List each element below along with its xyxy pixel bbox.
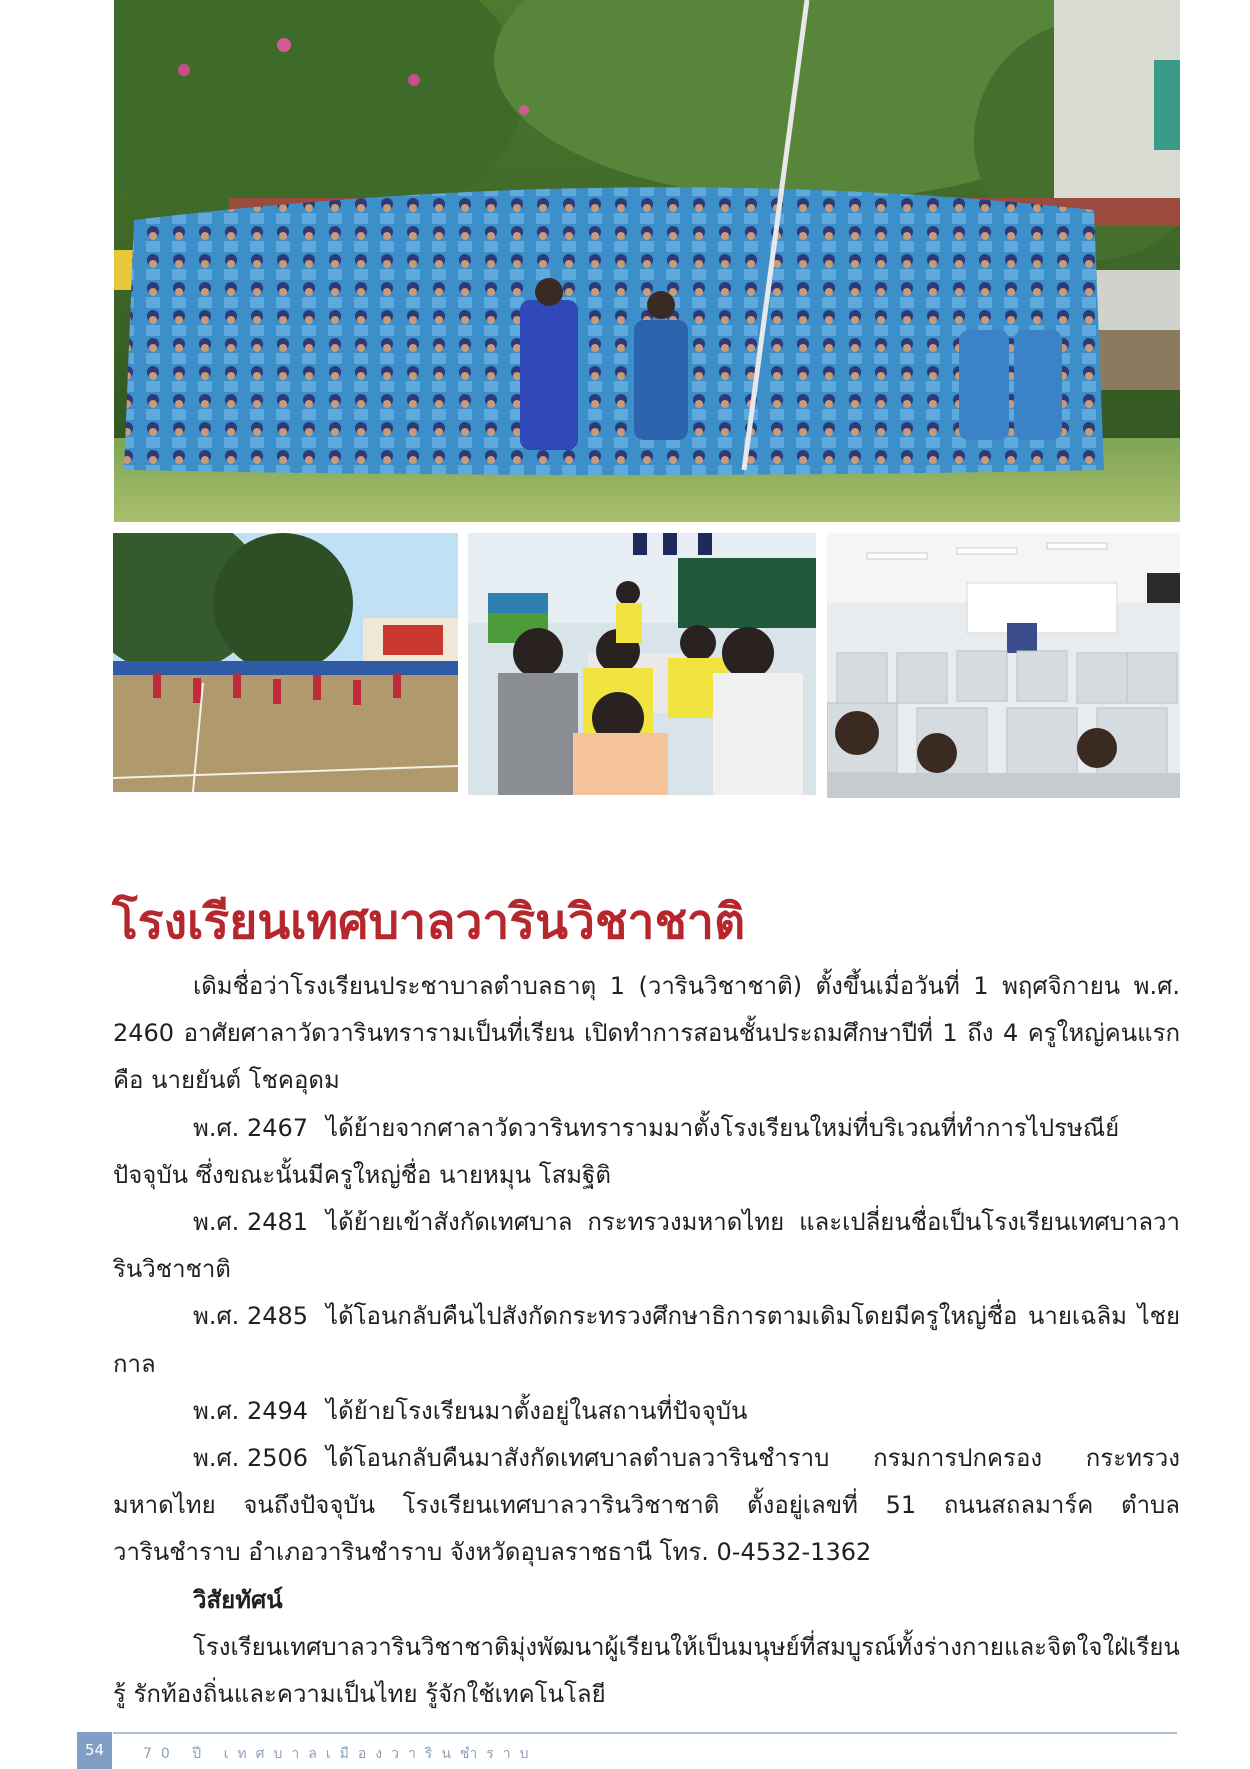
history-entry	[113, 1388, 1180, 1435]
footer-running-title: 70 ปี เทศบาลเมืองวารินชำราบ	[143, 1746, 538, 1762]
history-text: ได้โอนกลับคืนไปสังกัดกระทรวงศึกษาธิการตามเดิมโดยมีครูใหญ่ชื่อ นายเฉลิม ไชยกาล	[113, 1302, 1180, 1378]
vision-paragraph: โรงเรียนเทศบาลวารินวิชาชาติมุ่งพัฒนาผู้เรียนให้เป็นมนุษย์ที่สมบูรณ์ทั้งร่างกายและจิตใจใฝ่เรียนรู้ รักท้องถิ่นและความเป็นไทย รู้จักใช้เทคโนโลยี	[113, 1632, 1180, 1709]
scouts-group-photo	[114, 0, 1180, 522]
sports-field-photo	[113, 533, 458, 792]
history-text: ได้โอนกลับคืนมาสังกัดเทศบาลตำบลวารินชำราบ กรมการปกครอง กระทรวงมหาดไทย จนถึงปัจจุบัน โรงเรียนเทศบาลวารินวิชาชาติ ตั้งอยู่เลขที่ 51 ถนนสถลมาร์ค ตำบลวารินชำราบ อำเภอวารินชำราบ จังหวัดอุบลราชธานี โทร. 0-4532-1362	[113, 1444, 1180, 1567]
history-text: ได้ย้ายจากศาลาวัดวารินทรารามมาตั้งโรงเรียนใหม่ที่บริเวณที่ทำการไปรษณีย์ปัจจุบัน ซึ่งขณะนั้นมีครูใหญ่ชื่อ นายหมุน โสมฐิติ	[113, 1113, 1120, 1189]
sports-field-image	[113, 533, 458, 792]
scouts-group-image	[114, 0, 1180, 522]
page-title: โรงเรียนเทศบาลวารินวิชาชาติ	[112, 894, 746, 951]
computer-lab-image	[827, 533, 1180, 798]
page-number: 54	[77, 1732, 112, 1769]
article-body	[113, 963, 1180, 1718]
history-year: พ.ศ. 2506	[193, 1444, 309, 1473]
classroom-group-photo	[468, 533, 816, 795]
intro-paragraph: เดิมชื่อว่าโรงเรียนประชาบาลตำบลธาตุ 1 (วารินวิชาชาติ) ตั้งขึ้นเมื่อวันที่ 1 พฤศจิกายน พ.ศ. 2460 อาศัยศาลาวัดวารินทรารามเป็นที่เรียน เปิดทำการสอนชั้นประถมศึกษาปีที่ 1 ถึง 4 ครูใหญ่คนแรกคือ นายยันต์ โชคอุดม	[113, 972, 1180, 1095]
history-year: พ.ศ. 2467	[193, 1113, 309, 1142]
history-entry	[113, 1199, 1180, 1293]
history-text: ได้ย้ายเข้าสังกัดเทศบาล กระทรวงมหาดไทย และเปลี่ยนชื่อเป็นโรงเรียนเทศบาลวารินวิชาชาติ	[113, 1208, 1180, 1284]
history-text: ได้ย้ายโรงเรียนมาตั้งอยู่ในสถานที่ปัจจุบัน	[326, 1396, 748, 1425]
classroom-group-image	[468, 533, 816, 795]
history-year: พ.ศ. 2494	[193, 1396, 309, 1425]
footer-rule	[113, 1732, 1177, 1734]
history-entry	[113, 1435, 1180, 1577]
vision-heading: วิสัยทัศน์	[193, 1585, 283, 1614]
history-year: พ.ศ. 2485	[193, 1302, 309, 1331]
history-entry	[113, 1293, 1180, 1387]
history-entry	[113, 1105, 1180, 1199]
computer-lab-photo	[827, 533, 1180, 798]
history-year: พ.ศ. 2481	[193, 1208, 309, 1237]
